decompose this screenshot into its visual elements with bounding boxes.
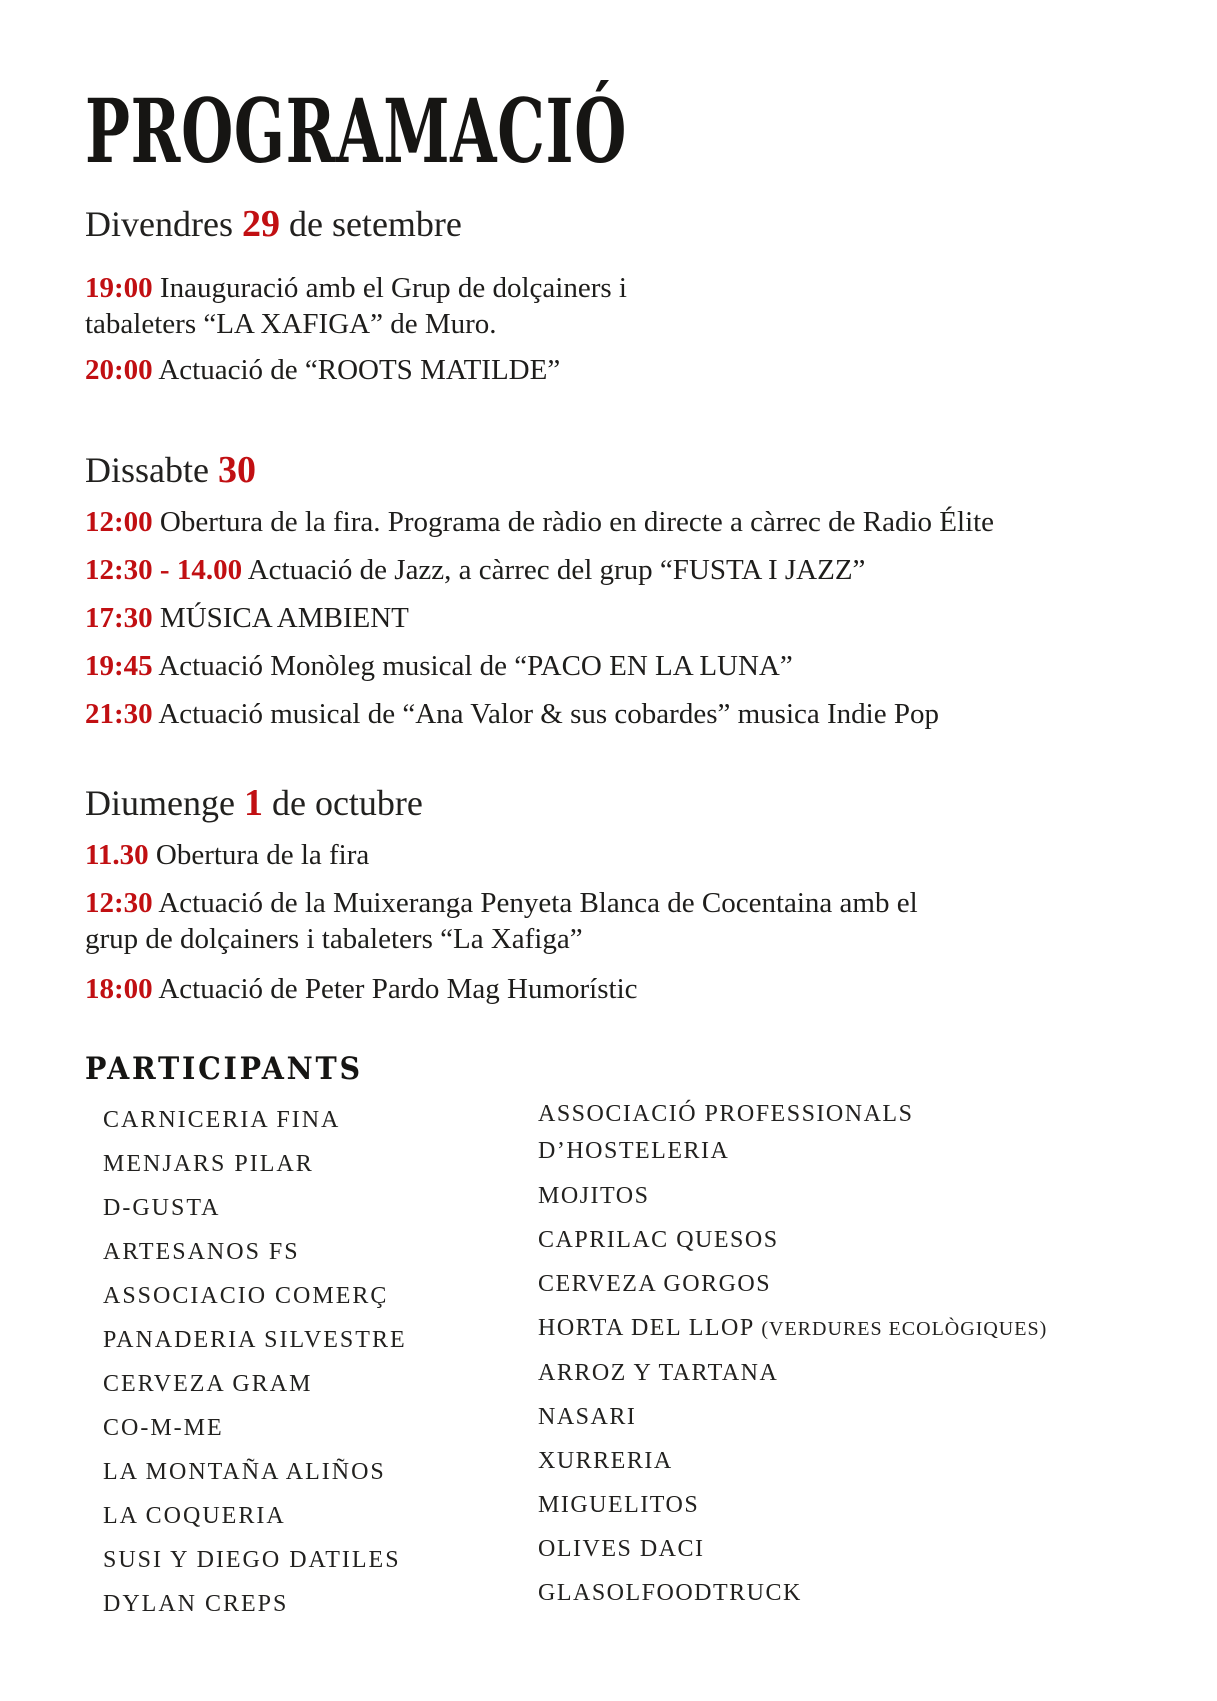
page-title: PROGRAMACIÓ bbox=[85, 79, 628, 183]
event-text: Inauguració amb el Grup de dolçainers i tabaleters “LA XAFIGA” de Muro. bbox=[85, 272, 627, 340]
participant-item: MENJARS PILAR bbox=[103, 1151, 314, 1177]
event-time: 20:00 bbox=[85, 354, 153, 386]
participant-item: PANADERIA SILVESTRE bbox=[103, 1327, 407, 1353]
day-suffix: de octubre bbox=[271, 783, 423, 823]
participant-item: ARROZ Y TARTANA bbox=[538, 1360, 779, 1386]
day-suffix: de setembre bbox=[288, 204, 462, 244]
event-text: Actuació de Jazz, a càrrec del grup “FUSTA I JAZZ” bbox=[247, 554, 866, 586]
day-section-diumenge bbox=[85, 781, 1195, 1019]
participant-item bbox=[538, 1096, 1047, 1174]
event-text: Actuació de “ROOTS MATILDE” bbox=[158, 354, 561, 386]
day-name: Divendres bbox=[85, 204, 233, 244]
participant-item: D-GUSTA bbox=[103, 1195, 221, 1221]
participant-item: CAPRILAC QUESOS bbox=[538, 1227, 779, 1253]
event-time: 17:30 bbox=[85, 602, 153, 634]
event-time: 12:30 - 14.00 bbox=[85, 554, 243, 586]
event-time: 11.30 bbox=[85, 839, 149, 871]
event-line bbox=[85, 885, 955, 957]
participant-item: CARNICERIA FINA bbox=[103, 1107, 341, 1133]
event-line bbox=[85, 352, 1195, 388]
participant-item: NASARI bbox=[538, 1404, 637, 1430]
day-number: 29 bbox=[241, 203, 280, 245]
participant-item: XURRERIA bbox=[538, 1448, 673, 1474]
participant-item: ARTESANOS FS bbox=[103, 1239, 300, 1265]
event-text: Actuació de la Muixeranga Penyeta Blanca de Cocentaina amb el grup de dolçainers i tabaleters “La Xafiga” bbox=[85, 887, 918, 955]
day-number: 30 bbox=[217, 449, 256, 491]
event-text: Actuació musical de “Ana Valor & sus cobardes” musica Indie Pop bbox=[158, 698, 939, 730]
participants-right-column bbox=[538, 1096, 1047, 1615]
day-name: Dissabte bbox=[85, 450, 209, 490]
event-text: Actuació Monòleg musical de “PACO EN LA LUNA” bbox=[158, 650, 793, 682]
participant-line: ASSOCIACIÓ PROFESSIONALS bbox=[538, 1101, 914, 1127]
participant-item: LA MONTAÑA ALIÑOS bbox=[103, 1459, 386, 1485]
participant-item: CO-M-ME bbox=[103, 1415, 224, 1441]
day-name: Diumenge bbox=[85, 783, 235, 823]
participant-item: SUSI Y DIEGO DATILES bbox=[103, 1547, 401, 1573]
participant-item: GLASOLFOODTRUCK bbox=[538, 1580, 802, 1606]
event-time: 21:30 bbox=[85, 698, 153, 730]
event-time: 12:30 bbox=[85, 887, 153, 919]
day-heading-dissabte bbox=[85, 448, 1195, 492]
event-text: Obertura de la fira bbox=[155, 839, 370, 871]
event-line bbox=[85, 504, 1195, 540]
event-line bbox=[85, 648, 1195, 684]
event-time: 18:00 bbox=[85, 973, 153, 1005]
participants-heading: PARTICIPANTS bbox=[85, 1051, 363, 1087]
event-time: 12:00 bbox=[85, 506, 153, 538]
participant-item: CERVEZA GORGOS bbox=[538, 1271, 772, 1297]
participant-item bbox=[538, 1306, 1047, 1351]
event-text: Obertura de la fira. Programa de ràdio en directe a càrrec de Radio Élite bbox=[159, 506, 995, 538]
event-line bbox=[85, 600, 1195, 636]
participant-item: CERVEZA GRAM bbox=[103, 1371, 313, 1397]
event-text: MÚSICA AMBIENT bbox=[159, 602, 409, 634]
day-heading-diumenge bbox=[85, 781, 1195, 825]
day-heading-divendres bbox=[85, 202, 1195, 246]
participant-item: OLIVES DACI bbox=[538, 1536, 705, 1562]
participant-name: HORTA DEL LLOP bbox=[538, 1315, 754, 1341]
participants-left-column bbox=[103, 1098, 407, 1626]
participant-item: MIGUELITOS bbox=[538, 1492, 700, 1518]
participant-item: ASSOCIACIO COMERÇ bbox=[103, 1283, 389, 1309]
event-time: 19:45 bbox=[85, 650, 153, 682]
participant-item: DYLAN CREPS bbox=[103, 1591, 289, 1617]
event-line bbox=[85, 696, 1195, 732]
event-line bbox=[85, 270, 745, 342]
participant-item: MOJITOS bbox=[538, 1183, 650, 1209]
event-line bbox=[85, 971, 1195, 1007]
participant-line: D’HOSTELERIA bbox=[538, 1138, 730, 1164]
event-text: Actuació de Peter Pardo Mag Humorístic bbox=[158, 973, 638, 1005]
event-line bbox=[85, 552, 1195, 588]
day-number: 1 bbox=[243, 782, 263, 824]
participant-note: (VERDURES ECOLÒGIQUES) bbox=[761, 1318, 1048, 1340]
event-time: 19:00 bbox=[85, 272, 153, 304]
day-section-divendres bbox=[85, 202, 1195, 400]
event-line bbox=[85, 837, 1195, 873]
participant-item: LA COQUERIA bbox=[103, 1503, 286, 1529]
day-section-dissabte bbox=[85, 448, 1195, 744]
